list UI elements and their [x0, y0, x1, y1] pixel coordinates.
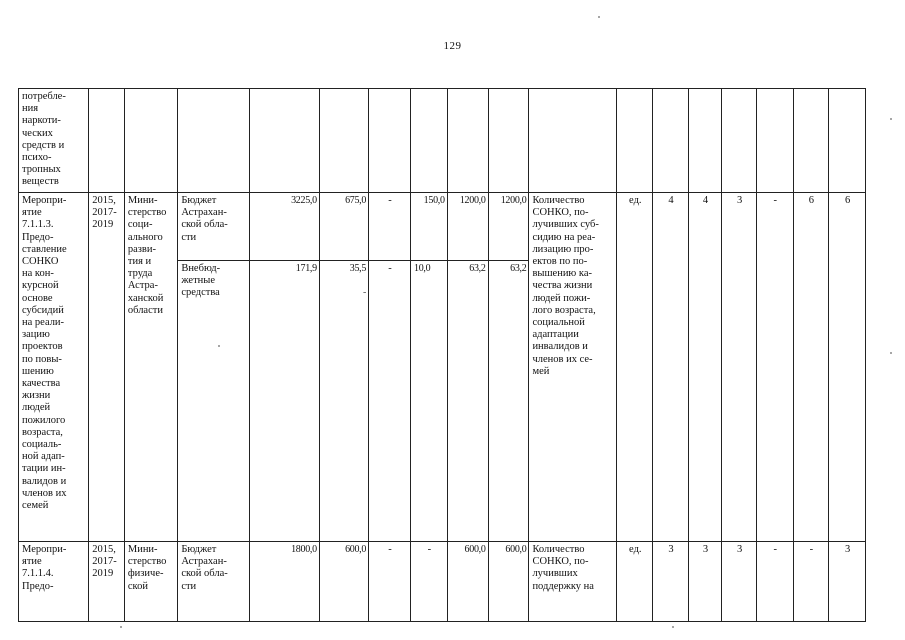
table-cell [89, 89, 125, 193]
years-cell: 2015, 2017- 2019 [89, 193, 125, 542]
table-cell [529, 89, 617, 193]
target-cell: 3 [653, 542, 689, 622]
table-cell [124, 89, 177, 193]
target-cell: 6 [793, 193, 829, 542]
scan-speck [672, 626, 674, 628]
unit-cell: ед. [617, 193, 653, 542]
scan-speck [598, 16, 600, 18]
scan-mark: - [363, 287, 367, 299]
target-cell: 3 [722, 193, 757, 542]
amount-2015-cell: 675,0 [319, 193, 368, 261]
amount-2019-cell: 600,0 [488, 542, 529, 622]
table-cell [447, 89, 488, 193]
event-cell: Меропри- ятие 7.1.1.3. Предо- ставление СОНКО на кон- курсной основе субсидий на реали- зацию проектов по повы- шению качества жизни людей пожилого возраста, социаль- ной адап- тации ин- валидов и членов их семей [19, 193, 89, 542]
table-cell [411, 89, 448, 193]
table-row [19, 89, 866, 193]
amount-value: 35,5 [349, 263, 367, 274]
event-cell: Меропри- ятие 7.1.1.4. Предо- [19, 542, 89, 622]
target-cell: 6 [829, 193, 866, 542]
table-cell [369, 89, 411, 193]
amount-2017-cell: 10,0 [411, 261, 448, 542]
amount-2019-cell: 63,2 [488, 261, 529, 542]
amount-2017-cell: - [411, 542, 448, 622]
scan-speck [890, 352, 892, 354]
amount-2019-cell: 1200,0 [488, 193, 529, 261]
table-row [19, 193, 866, 261]
amount-2015-cell [319, 261, 368, 542]
amount-2016-cell: - [369, 193, 411, 261]
target-cell: 3 [722, 542, 757, 622]
table-cell [178, 89, 249, 193]
table-cell: потребле- ния наркоти- ческих средств и психо- тропных веществ [19, 89, 89, 193]
funding-source-cell: Внебюд- жетные средства [178, 261, 249, 542]
table-cell [319, 89, 368, 193]
table-cell [829, 89, 866, 193]
target-cell: 4 [653, 193, 689, 542]
target-cell: 3 [829, 542, 866, 622]
amount-2016-cell: - [369, 542, 411, 622]
funding-source-cell: Бюджет Астрахан- ской обла- сти [178, 542, 249, 622]
table-cell [688, 89, 722, 193]
target-cell: - [793, 542, 829, 622]
amount-total-cell: 171,9 [249, 261, 319, 542]
unit-cell: ед. [617, 542, 653, 622]
indicator-cell: Количество СОНКО, по- лучивших поддержку на [529, 542, 617, 622]
table-cell [793, 89, 829, 193]
table-cell [722, 89, 757, 193]
amount-2018-cell: 600,0 [447, 542, 488, 622]
target-cell: 4 [688, 193, 722, 542]
table-cell [617, 89, 653, 193]
funding-source-cell: Бюджет Астрахан- ской обла- сти [178, 193, 249, 261]
program-table [18, 88, 866, 622]
indicator-cell: Количество СОНКО, по- лучивших суб- сидию на реа- лизацию про- ектов по по- вышению ка- чества жизни людей пожи- лого возраста, социальной адаптации инвалидов и членов их се- мей [529, 193, 617, 542]
amount-total-cell: 1800,0 [249, 542, 319, 622]
executor-cell: Мини- стерство физиче- ской [124, 542, 177, 622]
scan-speck [218, 345, 220, 347]
table-cell [488, 89, 529, 193]
table-cell [249, 89, 319, 193]
amount-2018-cell: 1200,0 [447, 193, 488, 261]
table-cell [756, 89, 793, 193]
scan-speck [890, 118, 892, 120]
amount-2015-cell: 600,0 [319, 542, 368, 622]
target-cell: - [756, 542, 793, 622]
target-cell: - [756, 193, 793, 542]
amount-2018-cell: 63,2 [447, 261, 488, 542]
executor-cell: Мини- стерство соци- ального разви- тия и труда Астра- ханской области [124, 193, 177, 542]
amount-2016-cell: - [369, 261, 411, 542]
target-cell: 3 [688, 542, 722, 622]
amount-2017-cell: 150,0 [411, 193, 448, 261]
years-cell: 2015, 2017- 2019 [89, 542, 125, 622]
scan-speck [120, 626, 122, 628]
amount-total-cell: 3225,0 [249, 193, 319, 261]
page-number: 129 [443, 40, 462, 52]
table-cell [653, 89, 689, 193]
table-row [19, 542, 866, 622]
